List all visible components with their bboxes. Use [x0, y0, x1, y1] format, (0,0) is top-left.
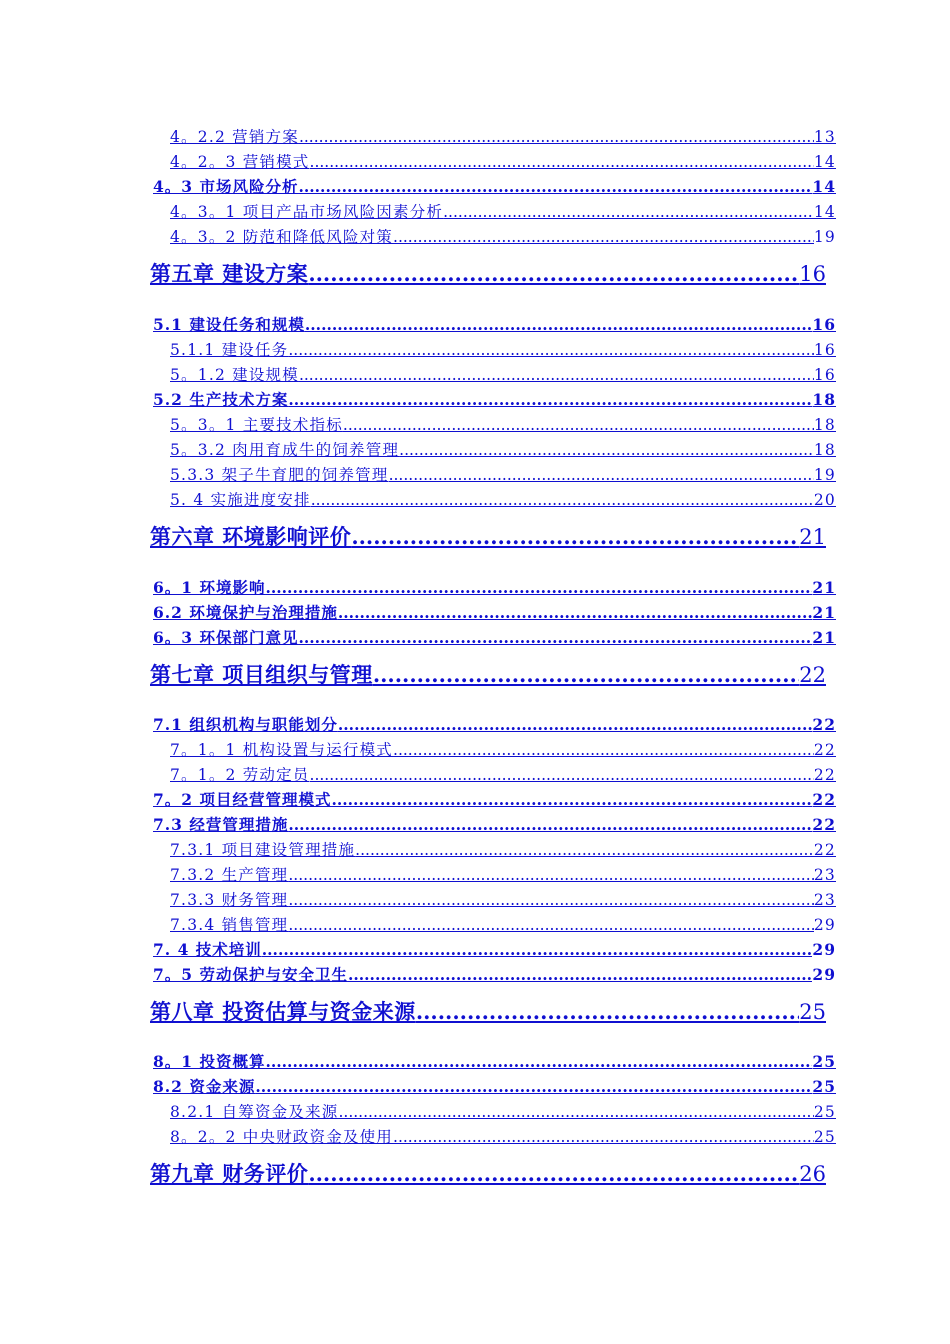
toc-leader	[373, 662, 799, 687]
toc-entry[interactable]	[170, 363, 836, 385]
toc-leader	[393, 1128, 814, 1146]
toc-entry-title: 7。2 项目经营管理模式	[153, 790, 332, 809]
toc-entry[interactable]	[170, 488, 836, 510]
toc-leader	[393, 228, 814, 246]
toc-entry[interactable]	[153, 601, 836, 623]
toc-leader	[416, 999, 799, 1024]
toc-leader	[399, 441, 814, 459]
toc-leader	[331, 790, 812, 809]
toc-entry-page: 16	[812, 315, 836, 334]
toc-leader	[262, 940, 813, 959]
toc-entry-title: 8.2.1 自筹资金及来源	[170, 1103, 339, 1121]
toc-leader	[393, 741, 814, 759]
toc-entry-title: 6。3 环保部门意见	[153, 628, 299, 647]
toc-leader	[299, 128, 814, 146]
toc-entry-title: 5.3.3 架子牛育肥的饲养管理	[170, 466, 389, 484]
toc-chapter[interactable]	[150, 996, 826, 1026]
toc-chapter-title: 第五章 建设方案	[150, 261, 309, 286]
toc-entry-title: 7。1。1 机构设置与运行模式	[170, 741, 394, 759]
toc-entry-title: 4。3 市场风险分析	[153, 177, 299, 196]
toc-leader	[305, 315, 813, 334]
toc-entry-page: 18	[813, 441, 836, 459]
toc-entry[interactable]	[153, 788, 836, 810]
toc-entry[interactable]	[170, 125, 836, 147]
toc-leader	[311, 491, 814, 509]
toc-chapter-title: 第八章 投资估算与资金来源	[150, 999, 416, 1024]
toc-entry[interactable]	[153, 1050, 836, 1072]
toc-entry[interactable]	[170, 225, 836, 247]
toc-entry-page: 14	[813, 153, 836, 171]
toc-leader	[288, 891, 814, 909]
toc-entry[interactable]	[153, 626, 836, 648]
toc-entry-page: 25	[812, 1077, 836, 1096]
toc-entry-page: 22	[812, 715, 836, 734]
toc-leader	[355, 841, 814, 859]
toc-leader	[343, 416, 814, 434]
toc-entry-title: 7.3 经营管理措施	[153, 815, 289, 834]
toc-leader	[389, 466, 814, 484]
toc-chapter-page: 25	[799, 1000, 826, 1024]
toc-chapter-page: 22	[799, 663, 826, 687]
toc-entry-title: 8。1 投资概算	[153, 1052, 266, 1071]
toc-entry-page: 18	[812, 390, 836, 409]
toc-entry[interactable]	[153, 963, 836, 985]
toc-entry[interactable]	[170, 888, 836, 910]
toc-entry-title: 6.2 环境保护与治理措施	[153, 603, 338, 622]
toc-entry-title: 5。3。1 主要技术指标	[170, 416, 343, 434]
toc-leader	[265, 1052, 812, 1071]
toc-entry-page: 21	[812, 578, 836, 597]
toc-entry[interactable]	[170, 200, 836, 222]
toc-entry-title: 4。2.2 营销方案	[170, 128, 299, 146]
toc-entry-title: 4。2。3 营销模式	[170, 153, 310, 171]
toc-leader	[338, 1103, 813, 1121]
toc-entry-page: 25	[813, 1128, 836, 1146]
toc-entry[interactable]	[170, 338, 836, 360]
toc-chapter-title: 第九章 财务评价	[150, 1161, 309, 1186]
toc-entry[interactable]	[153, 576, 836, 598]
toc-leader	[351, 524, 799, 549]
toc-leader	[338, 715, 813, 734]
toc-entry[interactable]	[153, 1075, 836, 1097]
toc-entry-page: 29	[813, 916, 836, 934]
toc-entry-page: 23	[813, 891, 836, 909]
toc-entry-page: 14	[812, 177, 836, 196]
toc-entry[interactable]	[170, 763, 836, 785]
toc-entry-page: 23	[813, 866, 836, 884]
toc-leader	[288, 341, 814, 359]
toc-leader	[308, 261, 799, 286]
toc-entry-page: 19	[813, 466, 836, 484]
toc-entry[interactable]	[153, 938, 836, 960]
toc-chapter[interactable]	[150, 521, 826, 551]
toc-entry-page: 22	[813, 766, 836, 784]
toc-entry-page: 21	[812, 628, 836, 647]
toc-leader	[288, 815, 812, 834]
toc-leader	[288, 866, 814, 884]
toc-leader	[255, 1077, 812, 1096]
toc-leader	[310, 153, 814, 171]
toc-leader	[288, 916, 814, 934]
toc-entry-page: 22	[813, 741, 836, 759]
toc-entry-title: 8。2。2 中央财政资金及使用	[170, 1128, 394, 1146]
toc-entry[interactable]	[170, 150, 836, 172]
toc-entry[interactable]	[170, 738, 836, 760]
toc-chapter[interactable]	[150, 1158, 826, 1188]
toc-entry[interactable]	[170, 838, 836, 860]
toc-entry[interactable]	[170, 413, 836, 435]
toc-entry[interactable]	[170, 438, 836, 460]
toc-entry-title: 7.3.2 生产管理	[170, 866, 289, 884]
toc-entry-page: 25	[813, 1103, 836, 1121]
toc-entry-title: 7.3.3 财务管理	[170, 891, 289, 909]
toc-entry-title: 8.2 资金来源	[153, 1077, 256, 1096]
toc-entry[interactable]	[153, 388, 836, 410]
toc-entry-title: 4。3。1 项目产品市场风险因素分析	[170, 203, 444, 221]
toc-leader	[288, 390, 812, 409]
toc-entry-page: 20	[813, 491, 836, 509]
toc-entry[interactable]	[153, 313, 836, 335]
toc-entry[interactable]	[153, 175, 836, 197]
toc-entry-page: 22	[813, 841, 836, 859]
toc-chapter-page: 26	[799, 1162, 826, 1186]
toc-entry[interactable]	[170, 463, 836, 485]
toc-entry-page: 22	[812, 790, 836, 809]
toc-chapter-page: 21	[799, 525, 826, 549]
toc-entry-title: 7。1。2 劳动定员	[170, 766, 310, 784]
toc-entry[interactable]	[170, 913, 836, 935]
toc-entry-title: 7.1 组织机构与职能划分	[153, 715, 338, 734]
toc-entry-title: 5。1.2 建设规模	[170, 366, 299, 384]
toc-entry-page: 22	[812, 815, 836, 834]
toc-leader	[299, 366, 814, 384]
toc-leader	[298, 628, 812, 647]
toc-entry[interactable]	[170, 1100, 836, 1122]
toc-entry-title: 5. 4 实施进度安排	[170, 491, 311, 509]
toc-chapter[interactable]	[150, 258, 826, 288]
toc-entry-title: 4。3。2 防范和降低风险对策	[170, 228, 394, 246]
toc-leader	[348, 965, 812, 984]
toc-chapter-title: 第六章 环境影响评价	[150, 524, 352, 549]
toc-chapter-title: 第七章 项目组织与管理	[150, 662, 373, 687]
toc-entry-page: 18	[813, 416, 836, 434]
toc-entry-title: 6。1 环境影响	[153, 578, 266, 597]
toc-leader	[310, 766, 814, 784]
toc-entry-title: 7.3.4 销售管理	[170, 916, 289, 934]
toc-entry[interactable]	[153, 813, 836, 835]
toc-entry-page: 19	[813, 228, 836, 246]
toc-entry-page: 14	[813, 203, 836, 221]
toc-entry-page: 29	[812, 940, 836, 959]
toc-entry-title: 7. 4 技术培训	[153, 940, 262, 959]
toc-entry-page: 13	[813, 128, 836, 146]
toc-entry-page: 16	[813, 341, 836, 359]
toc-chapter-page: 16	[799, 262, 826, 286]
toc-entry-page: 21	[812, 603, 836, 622]
toc-entry-title: 5。3.2 肉用育成牛的饲养管理	[170, 441, 400, 459]
toc-leader	[265, 578, 812, 597]
toc-entry[interactable]	[170, 863, 836, 885]
toc-leader	[338, 603, 813, 622]
toc-entry-page: 29	[812, 965, 836, 984]
toc-chapter[interactable]	[150, 659, 826, 689]
toc-leader	[443, 203, 814, 221]
toc-entry-title: 7。5 劳动保护与安全卫生	[153, 965, 348, 984]
toc-leader	[298, 177, 812, 196]
toc-entry-page: 25	[812, 1052, 836, 1071]
toc-entry[interactable]	[153, 713, 836, 735]
toc-leader	[308, 1161, 799, 1186]
toc-entry[interactable]	[170, 1125, 836, 1147]
toc-entry-page: 16	[813, 366, 836, 384]
toc-entry-title: 7.3.1 项目建设管理措施	[170, 841, 356, 859]
toc-entry-title: 5.1.1 建设任务	[170, 341, 289, 359]
toc-entry-title: 5.2 生产技术方案	[153, 390, 289, 409]
toc-entry-title: 5.1 建设任务和规模	[153, 315, 305, 334]
